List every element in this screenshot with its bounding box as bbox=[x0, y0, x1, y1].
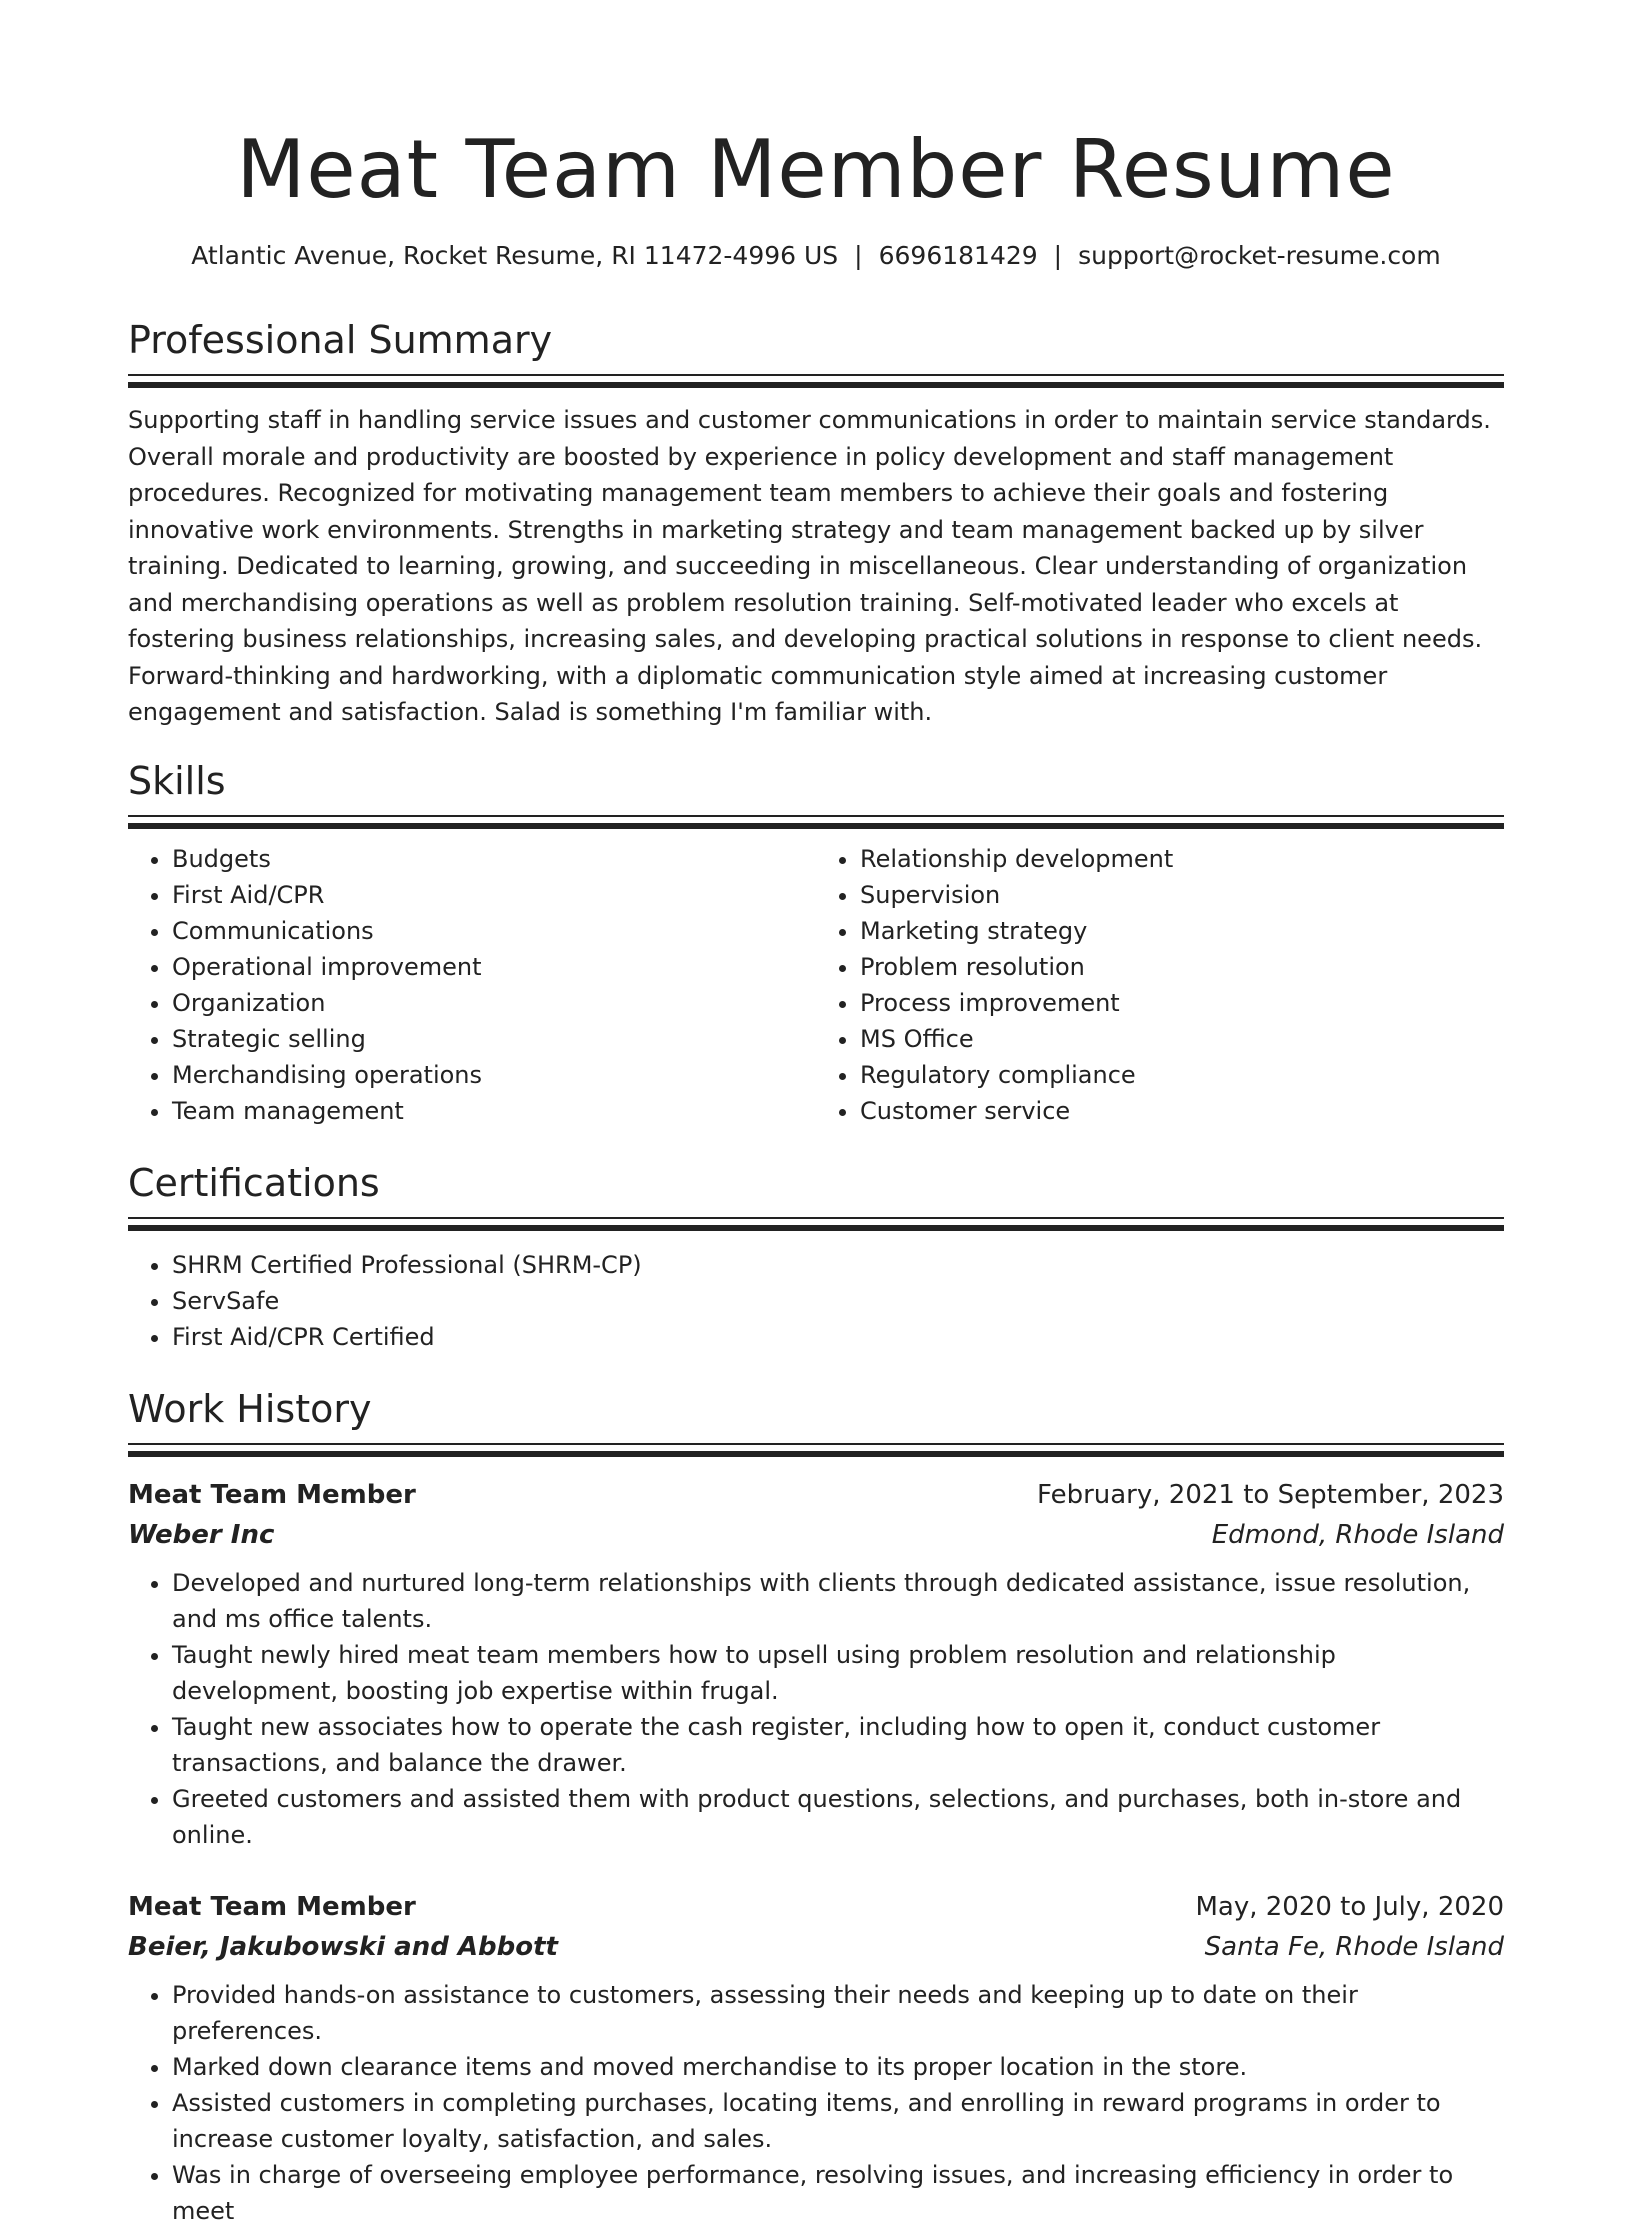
resume-page bbox=[128, 0, 1504, 2229]
job-company-row bbox=[128, 1515, 1504, 1555]
contact-phone: 6696181429 bbox=[878, 241, 1038, 270]
job-duties-list bbox=[128, 1977, 1504, 2229]
skill-item: • Marketing strategy bbox=[860, 913, 1504, 949]
contact-separator: | bbox=[854, 241, 863, 270]
job-duty: • Was in charge of overseeing employee performance, resolving issues, and increasing efficiency in order to meet bbox=[172, 2157, 1504, 2229]
job-duty: • Provided hands-on assistance to customers, assessing their needs and keeping up to date on their preferences. bbox=[172, 1977, 1504, 2049]
contact-email: support@rocket-resume.com bbox=[1078, 241, 1441, 270]
job-header-row bbox=[128, 1475, 1504, 1515]
skill-item: • Strategic selling bbox=[172, 1021, 816, 1057]
skill-item: • Relationship development bbox=[860, 841, 1504, 877]
certification-item: • SHRM Certified Professional (SHRM-CP) bbox=[172, 1247, 1504, 1283]
skill-item: • Process improvement bbox=[860, 985, 1504, 1021]
job-company-row bbox=[128, 1927, 1504, 1967]
skills-list-right bbox=[816, 841, 1504, 1129]
skill-item: • First Aid/CPR bbox=[172, 877, 816, 913]
job-dates: February, 2021 to September, 2023 bbox=[1037, 1479, 1504, 1510]
skill-item: • Team management bbox=[172, 1093, 816, 1129]
section-divider bbox=[128, 815, 1504, 831]
job-location: Santa Fe, Rhode Island bbox=[1204, 1931, 1504, 1962]
job-duty: • Marked down clearance items and moved merchandise to its proper location in the store. bbox=[172, 2049, 1504, 2085]
skill-item: • Customer service bbox=[860, 1093, 1504, 1129]
contact-separator: | bbox=[1053, 241, 1063, 270]
section-divider bbox=[128, 374, 1504, 390]
resume-name: Meat Team Member Resume bbox=[236, 123, 1396, 216]
certifications-list bbox=[128, 1247, 1504, 1355]
skill-item: • Merchandising operations bbox=[172, 1057, 816, 1093]
job-duty: • Taught newly hired meat team members how to upsell using problem resolution and relationship development, boosting job expertise within frugal. bbox=[172, 1637, 1504, 1709]
summary-text: Supporting staff in handling service issues and customer communications in order to maintain service standards. Overall morale and productivity are boosted by experience in policy development and staff management procedures. Recognized for motivating management team members to achieve their goals and fostering innovative work environments. Strengths in marketing strategy and team management backed up by silver training. Dedicated to learning, growing, and succeeding in miscellaneous. Clear understanding of organization and merchandising operations as well as problem resolution training. Self-motivated leader who excels at fostering business relationships, increasing sales, and developing practical solutions in response to client needs. Forward-thinking and hardworking, with a diplomatic communication style aimed at increasing customer engagement and satisfaction. Salad is something I'm familiar with. bbox=[128, 406, 1491, 726]
job-entry bbox=[128, 1887, 1504, 2229]
skill-item: • Problem resolution bbox=[860, 949, 1504, 985]
skills-grid bbox=[128, 841, 1504, 1129]
skill-item: • Operational improvement bbox=[172, 949, 816, 985]
certification-item: • ServSafe bbox=[172, 1283, 1504, 1319]
skill-item: • Organization bbox=[172, 985, 816, 1021]
professional-summary-section bbox=[128, 316, 1504, 731]
job-duty: • Greeted customers and assisted them with product questions, selections, and purchases, both in-store and online. bbox=[172, 1781, 1504, 1853]
job-location: Edmond, Rhode Island bbox=[1211, 1519, 1504, 1550]
job-title: Meat Team Member bbox=[128, 1479, 416, 1510]
skill-item: • Supervision bbox=[860, 877, 1504, 913]
section-divider bbox=[128, 1443, 1504, 1459]
contact-address: Atlantic Avenue, Rocket Resume, RI 11472-4996 US bbox=[191, 241, 839, 270]
skill-item: • Regulatory compliance bbox=[860, 1057, 1504, 1093]
job-entry bbox=[128, 1475, 1504, 1853]
job-duty: • Taught new associates how to operate the cash register, including how to open it, conduct customer transactions, and balance the drawer. bbox=[172, 1709, 1504, 1781]
section-title-work-history: Work History bbox=[128, 1386, 372, 1431]
job-company: Weber Inc bbox=[128, 1519, 275, 1550]
job-dates: May, 2020 to July, 2020 bbox=[1195, 1891, 1504, 1922]
job-company: Beier, Jakubowski and Abbott bbox=[128, 1931, 558, 1962]
certification-item: • First Aid/CPR Certified bbox=[172, 1319, 1504, 1355]
section-title-skills: Skills bbox=[128, 758, 226, 803]
certifications-section bbox=[128, 1159, 1504, 1355]
job-duty: • Assisted customers in completing purchases, locating items, and enrolling in reward programs in order to increase customer loyalty, satisfaction, and sales. bbox=[172, 2085, 1504, 2157]
skills-section bbox=[128, 757, 1504, 1129]
job-header-row bbox=[128, 1887, 1504, 1927]
job-title: Meat Team Member bbox=[128, 1891, 416, 1922]
section-title-professional-summary: Professional Summary bbox=[128, 318, 553, 362]
skills-list-left bbox=[128, 841, 816, 1129]
skill-item: • Budgets bbox=[172, 841, 816, 877]
section-divider bbox=[128, 1217, 1504, 1233]
skill-item: • Communications bbox=[172, 913, 816, 949]
work-history-section bbox=[128, 1385, 1504, 2229]
job-duties-list bbox=[128, 1565, 1504, 1853]
skill-item: • MS Office bbox=[860, 1021, 1504, 1057]
section-title-certifications: Certifications bbox=[128, 1160, 380, 1205]
contact-line bbox=[128, 238, 1504, 274]
job-duty: • Developed and nurtured long-term relationships with clients through dedicated assistance, issue resolution, and ms office talents. bbox=[172, 1565, 1504, 1637]
